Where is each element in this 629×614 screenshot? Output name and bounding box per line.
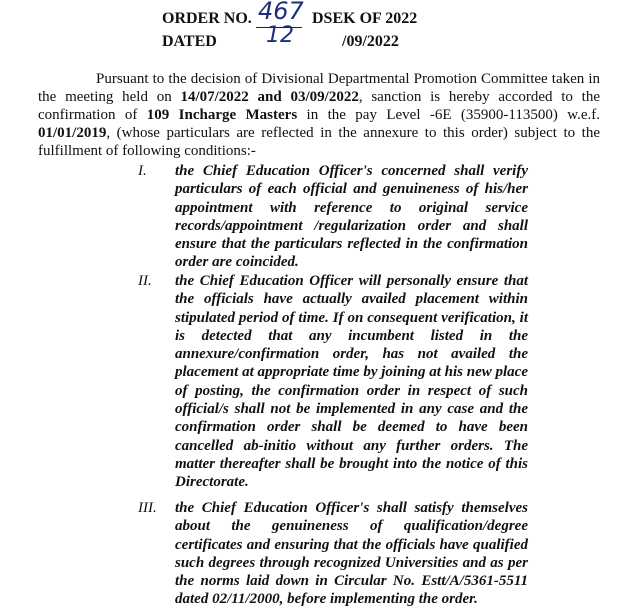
order-suffix: DSEK OF 2022 [312,10,418,27]
intro-text-2: , sanction is hereby accorded to the confirmation of [38,89,600,123]
condition-text: the Chief Education Officer will personally ensure that the officials have actually availed placement within stipulated period of time. If on consequent verification, it is detected that any incumbent listed in the annexure/confirmation order, has not availed the placement at appropriate time by joining at his new place of posting, the confirmation order in respect of such official/s shall not be implemented in any case and the confirmation order shall be deemed to have been cancelled ab-initio without any further orders. The matter thereafter shall be brought into the notice of this Directorate. [175,273,528,491]
condition-number: III. [138,500,157,516]
condition-number: I. [138,163,147,179]
intro-paragraph [38,70,600,160]
masters-count: 109 Incharge Masters [146,107,298,123]
order-label: ORDER NO. [162,10,252,27]
condition-number: II. [138,273,152,289]
handwritten-day: 12 [266,23,294,48]
handwritten-order-number: 467 [258,0,304,25]
condition-text: the Chief Education Officer's shall satisfy themselves about the genuineness of qualification/degree certificates and ensuring that the officials have qualified such degrees through recognized Universities and as per the norms laid down in Circular No. Estt/A/5361-5511 dated 02/11/2000, before implementing the order. [175,500,528,608]
dated-label: DATED [162,33,217,50]
intro-text-1: Pursuant to the decision of Divisional Departmental Promotion Committee taken in the meeting held on [38,71,600,105]
meeting-dates: 14/07/2022 and 03/09/2022 [180,89,359,105]
wef-date: 01/01/2019 [38,125,107,141]
intro-text-4: , (whose particulars are reflected in the annexure to this order) subject to the fulfillment of following conditions:- [38,125,600,159]
condition-text: the Chief Education Officer's concerned shall verify particulars of each official and genuineness of his/her appointment with reference to original service records/appointment /regularization order and shall ensure that the particulars reflected in the confirmation order are coincided. [175,163,528,271]
month-year: /09/2022 [342,33,399,50]
intro-text-3: in the pay Level -6E (35900-113500) w.e.f. [297,107,600,123]
